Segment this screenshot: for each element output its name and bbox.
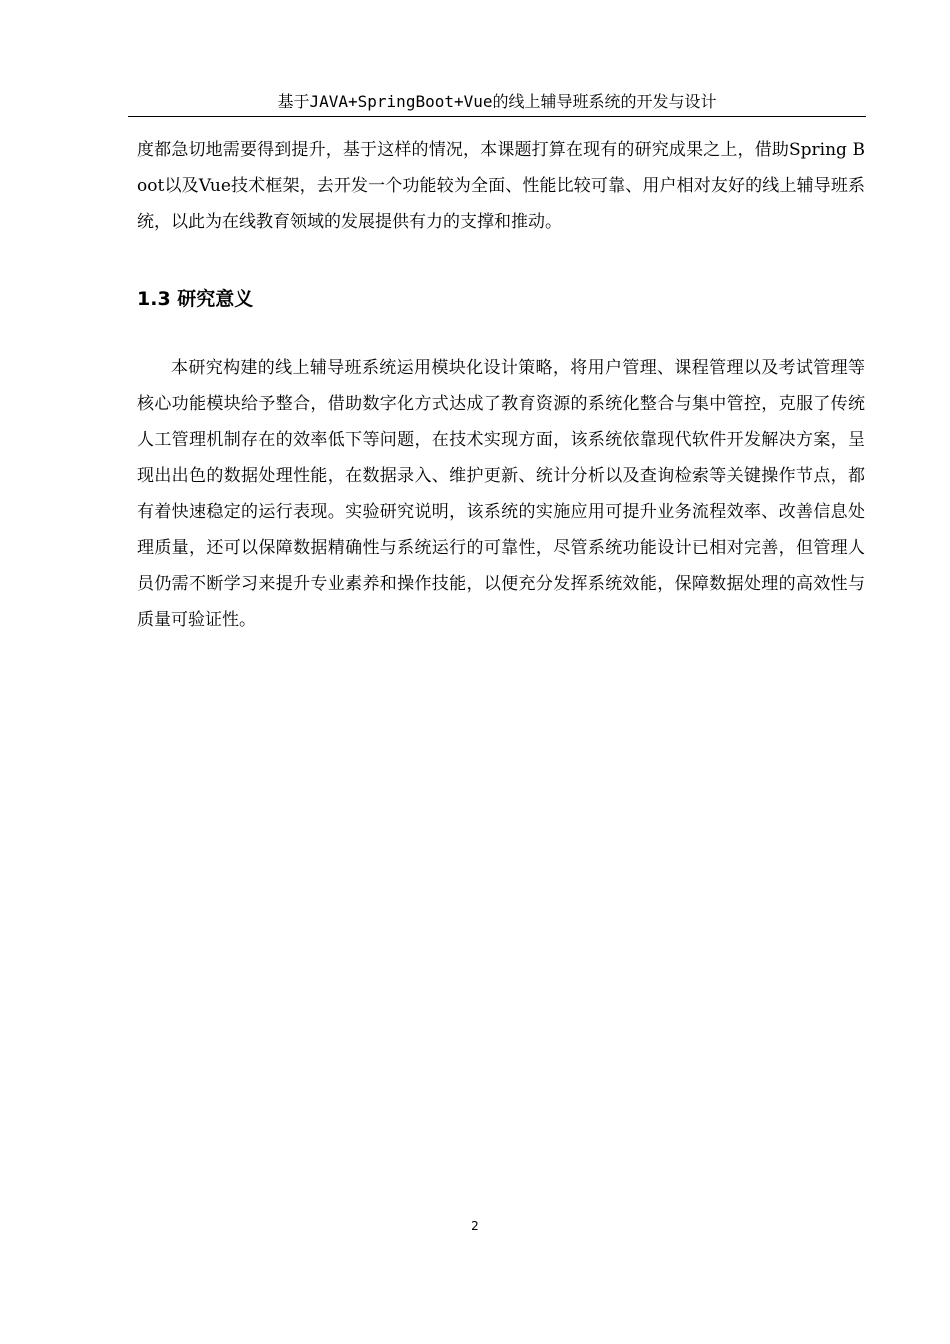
page-body <box>137 132 865 638</box>
significance-paragraph: 本研究构建的线上辅导班系统运用模块化设计策略，将用户管理、课程管理以及考试管理等核心功能模块给予整合，借助数字化方式达成了教育资源的系统化整合与集中管控，克服了传统人工管理机制存在的效率低下等问题，在技术实现方面，该系统依靠现代软件开发解决方案，呈现出出色的数据处理性能，在数据录入、维护更新、统计分析以及查询检索等关键操作节点，都有着快速稳定的运行表现。实验研究说明，该系统的实施应用可提升业务流程效率、改善信息处理质量，还可以保障数据精确性与系统运行的可靠性，尽管系统功能设计已相对完善，但管理人员仍需不断学习来提升专业素养和操作技能，以便充分发挥系统效能，保障数据处理的高效性与质量可验证性。 <box>137 358 865 630</box>
section-heading: 1.3 研究意义 <box>137 288 254 310</box>
running-header: 基于JAVA+SpringBoot+Vue的线上辅导班系统的开发与设计 <box>128 90 866 117</box>
spacer <box>137 240 865 281</box>
spacer <box>137 317 865 350</box>
page-number: 2 <box>471 1219 479 1233</box>
continuation-paragraph: 度都急切地需要得到提升，基于这样的情况，本课题打算在现有的研究成果之上，借助Spring Boot以及Vue技术框架，去开发一个功能较为全面、性能比较可靠、用户相对友好的线上辅导班系统，以此为在线教育领域的发展提供有力的支撑和推动。 <box>137 140 865 232</box>
